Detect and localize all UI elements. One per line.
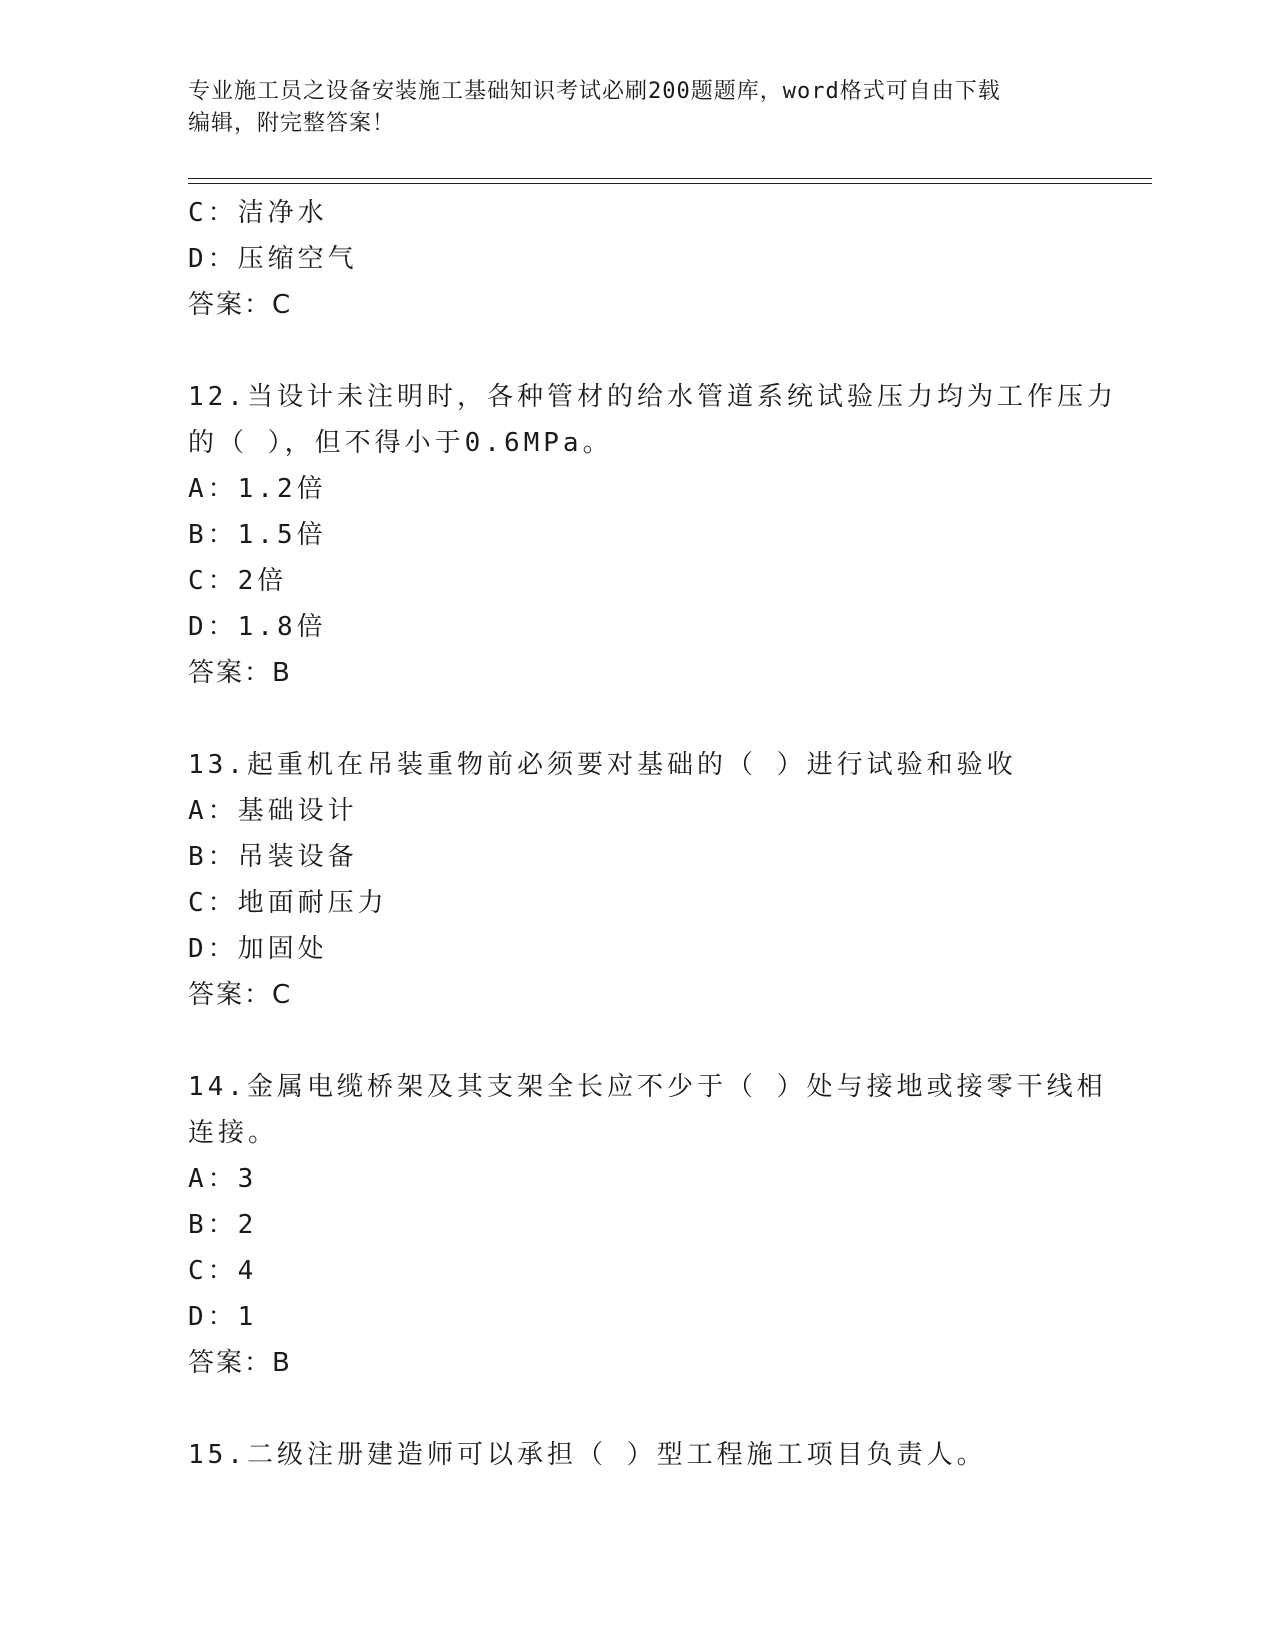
spacer [188, 1386, 1088, 1432]
option-item: C：2倍 [188, 566, 288, 596]
option-item: C：洁净水 [188, 198, 328, 228]
option-item: D：加固处 [188, 934, 328, 964]
question-list [188, 190, 1117, 1478]
option-item: A：3 [188, 1164, 258, 1194]
header-divider-bottom [188, 183, 1152, 184]
header-title-line-2: 编辑，附完整答案！ [188, 111, 396, 136]
question-text: 12.当设计未注明时，各种管材的给水管道系统试验压力均为工作压力 [188, 382, 1117, 412]
spacer [188, 696, 1088, 742]
answer-line: 答案：C [188, 290, 293, 320]
header-title-line-1: 专业施工员之设备安装施工基础知识考试必刷200题题库，word格式可自由下载 [188, 79, 1001, 104]
option-item: D：1.8倍 [188, 612, 327, 642]
option-item: A：1.2倍 [188, 474, 327, 504]
answer-line: 答案：B [188, 1348, 292, 1378]
question-text: 连接。 [188, 1118, 279, 1148]
option-item: A：基础设计 [188, 796, 358, 826]
option-item: D：压缩空气 [188, 244, 358, 274]
option-item: B：1.5倍 [188, 520, 327, 550]
question-text: 14.金属电缆桥架及其支架全长应不少于（ ）处与接地或接零干线相 [188, 1072, 1107, 1102]
question-text: 的（ ），但不得小于0.6MPa。 [188, 428, 613, 458]
option-item: B：2 [188, 1210, 258, 1240]
answer-line: 答案：C [188, 980, 293, 1010]
question-text: 15.二级注册建造师可以承担（ ）型工程施工项目负责人。 [188, 1440, 987, 1470]
question-text: 13.起重机在吊装重物前必须要对基础的（ ）进行试验和验收 [188, 750, 1017, 780]
option-item: C：4 [188, 1256, 258, 1286]
option-item: D：1 [188, 1302, 258, 1332]
document-header [188, 76, 1088, 140]
spacer [188, 328, 1088, 374]
option-item: B：吊装设备 [188, 842, 358, 872]
header-divider-top [188, 178, 1152, 179]
answer-line: 答案：B [188, 658, 292, 688]
spacer [188, 1018, 1088, 1064]
option-item: C：地面耐压力 [188, 888, 388, 918]
